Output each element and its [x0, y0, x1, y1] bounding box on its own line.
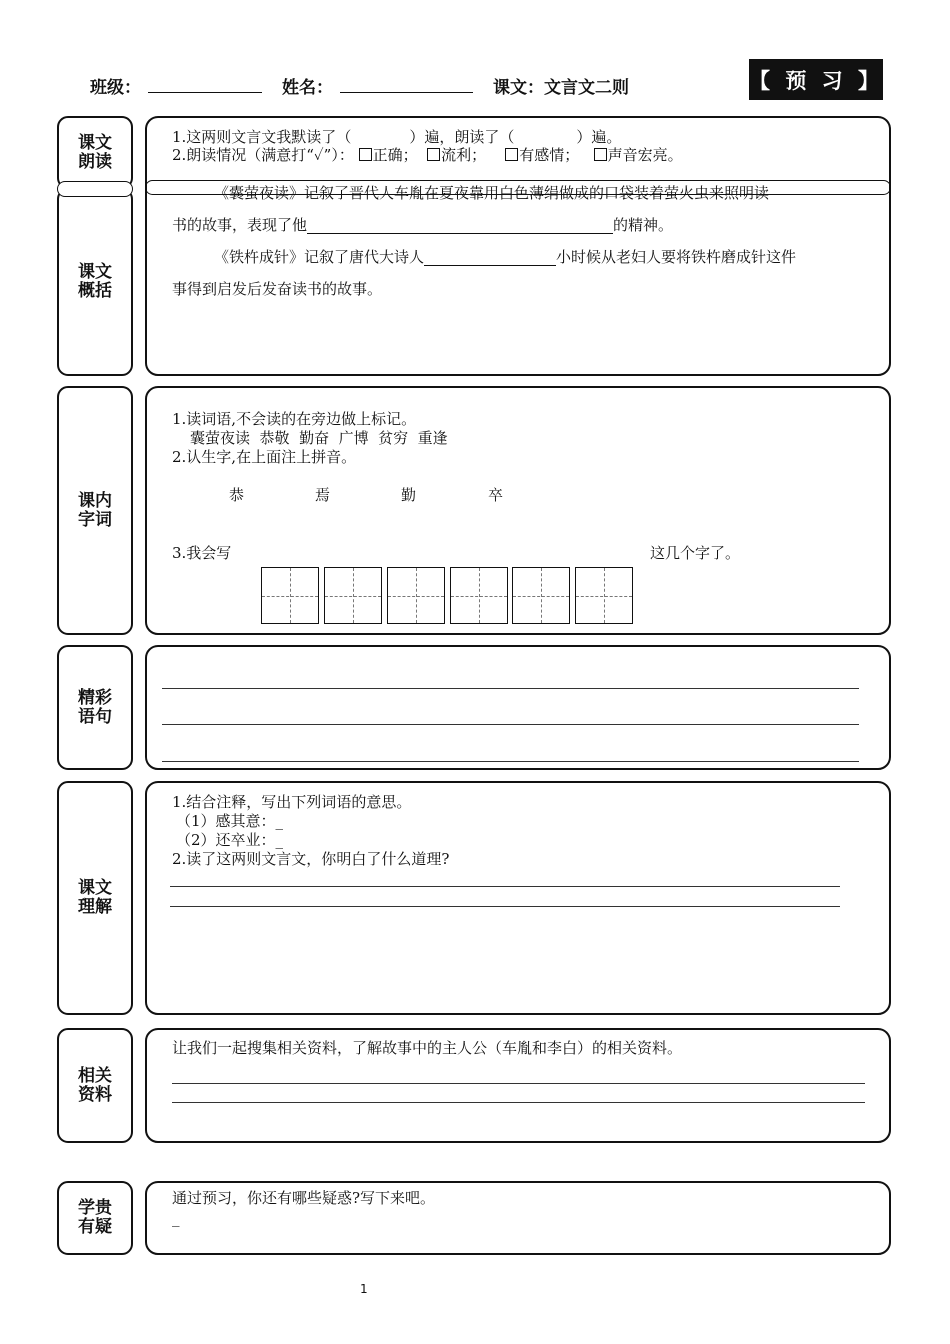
- section-label-words: [57, 386, 133, 635]
- sentences-label-text: 精彩 语句: [78, 687, 112, 727]
- checkbox-fluent[interactable]: [427, 148, 440, 161]
- writing-grid-1[interactable]: [261, 567, 319, 624]
- char-1: 恭: [229, 486, 245, 504]
- doubt-answer-field[interactable]: _: [172, 1209, 180, 1227]
- checkbox-correct[interactable]: [359, 148, 372, 161]
- doubt-label-text: 学贵 有疑: [78, 1198, 112, 1237]
- lesson-title: 课文：文言文二则: [493, 78, 629, 98]
- writing-grid-4[interactable]: [450, 567, 508, 624]
- page-number: 1: [360, 1282, 368, 1296]
- checkbox-loud[interactable]: [594, 148, 607, 161]
- char-4: 卒: [488, 486, 504, 504]
- words-q3-end: 这几个字了。: [650, 544, 741, 562]
- section-label-related: [57, 1028, 133, 1143]
- related-line-1[interactable]: [172, 1083, 865, 1084]
- writing-grid-2[interactable]: [324, 567, 382, 624]
- writing-grid-5[interactable]: [512, 567, 570, 624]
- sentence-line-2[interactable]: [162, 724, 859, 725]
- related-line-2[interactable]: [172, 1102, 865, 1103]
- sentence-line-3[interactable]: [162, 761, 859, 762]
- doubt-text: 通过预习，你还有哪些疑惑?写下来吧。: [172, 1189, 436, 1207]
- summary-p1-line1: 《囊萤夜读》记叙了晋代人车胤在夏夜靠用白色薄绢做成的口袋装着萤火虫来照明读: [214, 184, 770, 202]
- summary-p1-line2: 书的故事，表现了他 的精神。: [172, 216, 674, 234]
- summary-p2-line1: 《铁杵成针》记叙了唐代大诗人 小时候从老妇人要将铁杵磨成针这件: [214, 248, 797, 266]
- checkbox-emotion[interactable]: [505, 148, 518, 161]
- char-3: 勤: [401, 486, 417, 504]
- understand-q2: 2.读了这两则文言文，你明白了什么道理?: [172, 850, 450, 868]
- writing-grid-3[interactable]: [387, 567, 445, 624]
- name-field[interactable]: [340, 76, 473, 93]
- words-label-text: 课内 字词: [78, 490, 112, 530]
- words-q1: 1.读词语,不会读的在旁边做上标记。: [172, 410, 417, 428]
- poet-blank[interactable]: [424, 249, 556, 266]
- words-q2: 2.认生字,在上面注上拼音。: [172, 448, 357, 466]
- section-label-read: [57, 116, 133, 189]
- char-2: 焉: [315, 486, 331, 504]
- related-text: 让我们一起搜集相关资料，了解故事中的主人公（车胤和李白）的相关资料。: [172, 1039, 683, 1057]
- understand-line-1[interactable]: [170, 886, 840, 887]
- sentences-box: [145, 645, 891, 770]
- read-line-2: 2.朗读情况（满意打“✓”）： 正确； 流利； 有感情； 声音宏亮。: [172, 146, 683, 164]
- understand-s1: （1）感其意：_: [176, 812, 284, 830]
- sentence-line-1[interactable]: [162, 688, 859, 689]
- spirit-blank[interactable]: [307, 217, 613, 234]
- understand-q1: 1.结合注释，写出下列词语的意思。: [172, 793, 412, 811]
- summary-label-text: 课文 概括: [78, 262, 112, 301]
- section-label-doubt: [57, 1181, 133, 1255]
- class-field[interactable]: [148, 76, 262, 93]
- label-divider-pill: [57, 181, 133, 197]
- words-q3-start: 3.我会写: [172, 544, 232, 562]
- understand-line-2[interactable]: [170, 906, 840, 907]
- writing-grid-6[interactable]: [575, 567, 633, 624]
- understand-label-text: 课文 理解: [78, 878, 112, 917]
- class-label: 班级：: [90, 78, 141, 98]
- section-label-understand: [57, 781, 133, 1015]
- words-list: 囊萤夜读 恭敬 勤奋 广博 贫穷 重逢: [190, 429, 448, 447]
- summary-p2-line2: 事得到启发后发奋读书的故事。: [172, 280, 383, 298]
- section-label-sentences: [57, 645, 133, 770]
- preview-badge: 【 预 习 】: [749, 59, 883, 100]
- read-line-1: 1.这两则文言文我默读了（ ）遍，朗读了（ ）遍。: [172, 128, 622, 146]
- section-label-summary: [57, 188, 133, 376]
- name-label: 姓名：: [282, 78, 333, 98]
- understand-s2: （2）还卒业：_: [176, 831, 284, 849]
- read-label-text: 课文 朗读: [78, 132, 112, 172]
- related-label-text: 相关 资料: [78, 1065, 112, 1105]
